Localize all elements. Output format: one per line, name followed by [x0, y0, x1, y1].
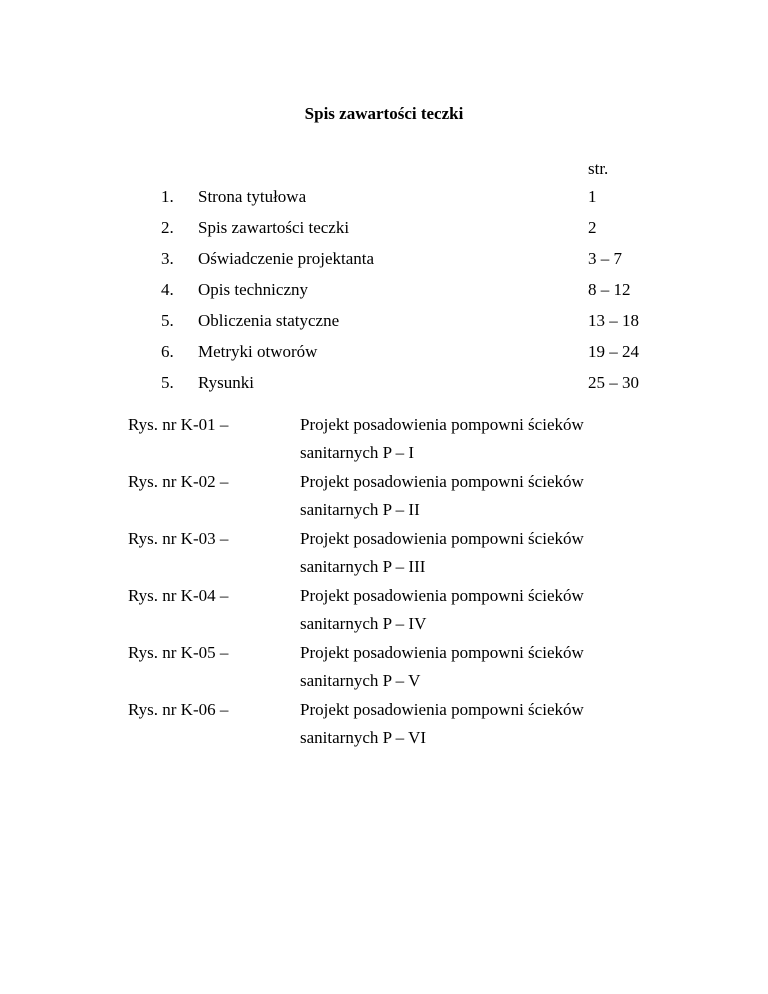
- drawing-number: Rys. nr K-03 –: [128, 529, 229, 548]
- drawing-description: Projekt posadowienia pompowni ścieków: [300, 586, 584, 605]
- toc-title: Oświadczenie projektanta: [198, 249, 375, 268]
- toc-row: [0, 249, 768, 273]
- drawing-description: Projekt posadowienia pompowni ścieków: [300, 472, 584, 491]
- page-title: Spis zawartości teczki: [304, 104, 464, 123]
- toc-number: 2.: [161, 218, 174, 237]
- toc-pages: 1: [588, 187, 597, 206]
- toc-row: [0, 218, 768, 242]
- toc-title: Strona tytułowa: [198, 187, 307, 206]
- drawing-number: Rys. nr K-06 –: [128, 700, 229, 719]
- toc-number: 5.: [161, 373, 174, 392]
- toc-title: Obliczenia statyczne: [198, 311, 340, 330]
- drawing-description: Projekt posadowienia pompowni ścieków: [300, 700, 584, 719]
- drawing-description: Projekt posadowienia pompowni ścieków: [300, 529, 584, 548]
- drawing-number: Rys. nr K-01 –: [128, 415, 229, 434]
- drawing-number: Rys. nr K-05 –: [128, 643, 229, 662]
- toc-row: [0, 342, 768, 366]
- drawing-entry: [0, 472, 768, 532]
- toc-row: [0, 311, 768, 335]
- toc-number: 4.: [161, 280, 174, 299]
- drawing-description: Projekt posadowienia pompowni ścieków: [300, 415, 584, 434]
- toc-row: [0, 187, 768, 211]
- toc-title: Spis zawartości teczki: [198, 218, 350, 237]
- toc-pages: 25 – 30: [588, 373, 639, 392]
- toc-pages: 3 – 7: [588, 249, 622, 268]
- drawing-description-cont: sanitarnych P – III: [300, 557, 426, 576]
- drawing-description-cont: sanitarnych P – II: [300, 500, 420, 519]
- drawing-description-cont: sanitarnych P – I: [300, 443, 415, 462]
- toc-title: Opis techniczny: [198, 280, 308, 299]
- toc-number: 5.: [161, 311, 174, 330]
- toc-number: 6.: [161, 342, 174, 361]
- toc-row: [0, 280, 768, 304]
- drawing-number: Rys. nr K-04 –: [128, 586, 229, 605]
- drawing-entry: [0, 586, 768, 646]
- drawing-description-cont: sanitarnych P – IV: [300, 614, 427, 633]
- toc-row: [0, 373, 768, 397]
- toc-number: 3.: [161, 249, 174, 268]
- toc-number: 1.: [161, 187, 174, 206]
- drawing-description-cont: sanitarnych P – VI: [300, 728, 427, 747]
- pages-column-header: str.: [588, 159, 609, 178]
- toc-title: Rysunki: [198, 373, 254, 392]
- toc-pages: 2: [588, 218, 597, 237]
- drawing-description-cont: sanitarnych P – V: [300, 671, 421, 690]
- drawing-description: Projekt posadowienia pompowni ścieków: [300, 643, 584, 662]
- drawing-number: Rys. nr K-02 –: [128, 472, 229, 491]
- drawing-entry: [0, 529, 768, 589]
- toc-pages: 8 – 12: [588, 280, 631, 299]
- drawing-entry: [0, 415, 768, 475]
- toc-title: Metryki otworów: [198, 342, 318, 361]
- drawing-entry: [0, 700, 768, 760]
- toc-pages: 13 – 18: [588, 311, 639, 330]
- toc-pages: 19 – 24: [588, 342, 639, 361]
- drawing-entry: [0, 643, 768, 703]
